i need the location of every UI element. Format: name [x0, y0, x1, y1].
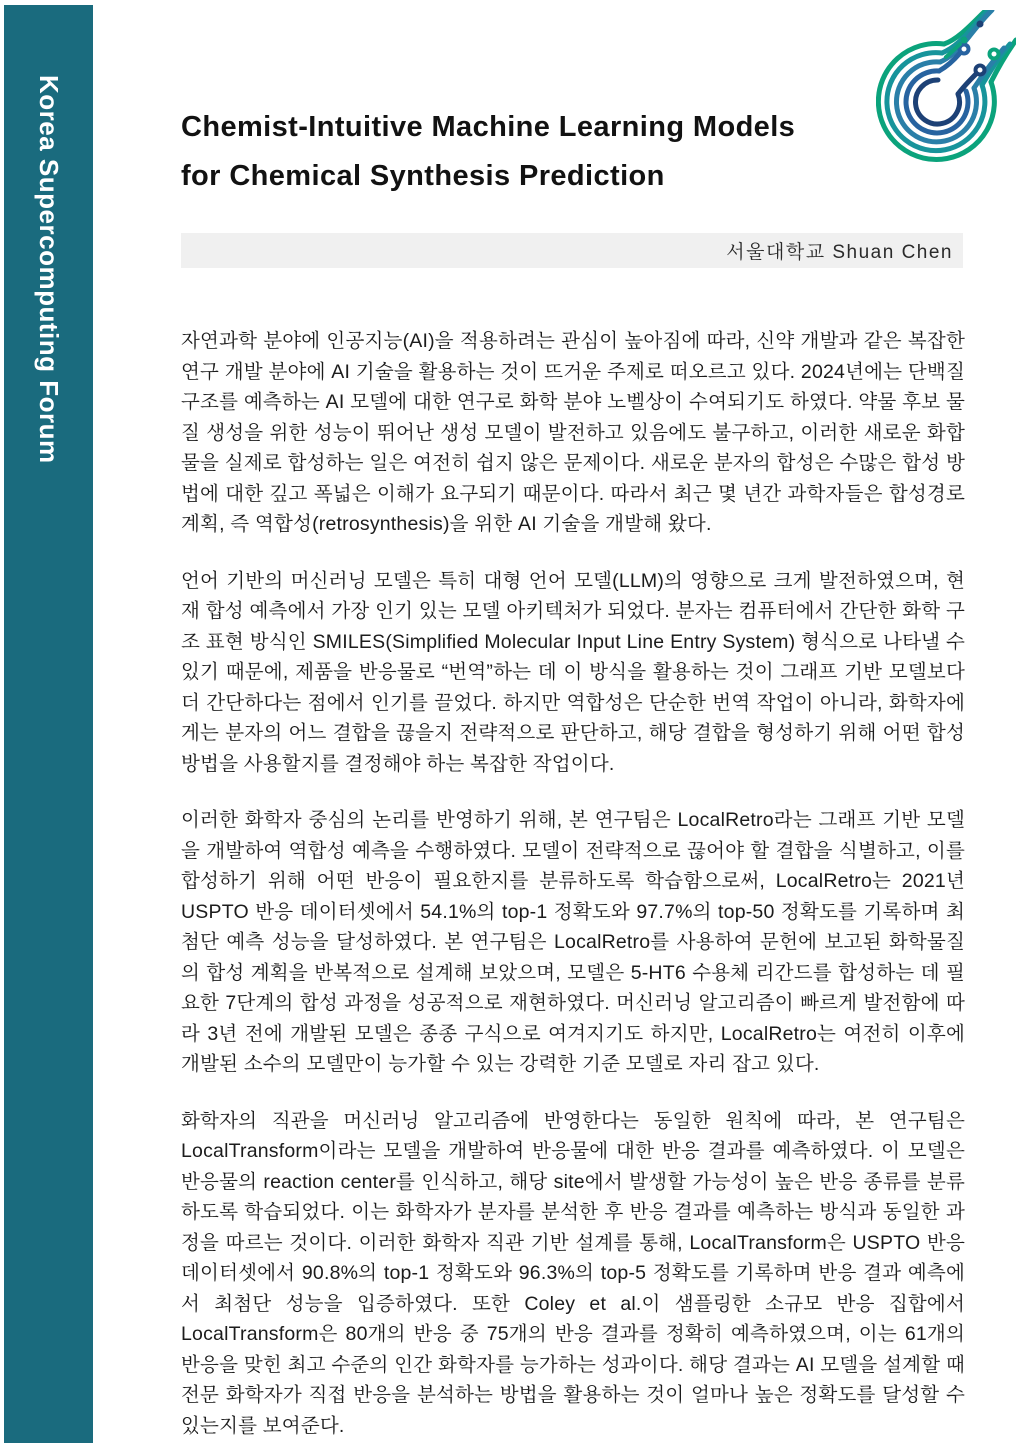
page-title — [181, 103, 881, 201]
paragraph-language-models: 언어 기반의 머신러닝 모델은 특히 대형 언어 모델(LLM)의 영향으로 크게 발전하였으며, 현재 합성 예측에서 가장 인기 있는 모델 아키텍처가 되었다. 분자는 컴퓨터에서 간단한 화학 구조 표현 방식인 SMILES(Simplified Molecular Input Line Entry System) 형식으로 나타낼 수 있기 때문에, 제품을 반응물로 “번역”하는 데 이 방식을 활용하는 것이 그래프 기반 모델보다 더 간단하다는 점에서 인기를 끌었다. 하지만 역합성은 단순한 번역 작업이 아니라, 화학자에게는 분자의 어느 결합을 끊을지 전략적으로 판단하고, 해당 결합을 형성하기 위해 어떤 합성 방법을 사용할지를 결정해야 하는 복잡한 작업이다. — [181, 569, 965, 775]
author-bar — [181, 233, 963, 268]
side-banner — [4, 5, 93, 1443]
side-banner-text: Korea Supercomputing Forum — [34, 75, 64, 464]
paragraph-localretro: 이러한 화학자 중심의 논리를 반영하기 위해, 본 연구팀은 LocalRetro라는 그래프 기반 모델을 개발하여 역합성 예측을 수행하였다. 모델이 전략적으로 끊어야 할 결합을 식별하고, 이를 합성하기 위해 어떤 반응이 필요한지를 분류하도록 학습함으로써, LocalRetro는 2021년 USPTO 반응 데이터셋에서 54.1%의 top-1 정확도와 97.7%의 top-50 정확도를 기록하며 최첨단 예측 성능을 달성하였다. 본 연구팀은 LocalRetro를 사용하여 문헌에 보고된 화학물질의 합성 계획을 반복적으로 설계해 보았으며, 모델은 5-HT6 수용체 리간드를 합성하는 데 필요한 7단계의 합성 과정을 성공적으로 재현하였다. 머신러닝 알고리즘이 빠르게 발전함에 따라 3년 전에 개발된 모델은 종종 구식으로 여겨지기도 하지만, LocalRetro는 여전히 이후에 개발된 소수의 모델만이 능가할 수 있는 강력한 기준 모델로 자리 잡고 있다. — [181, 809, 965, 1075]
paragraph-intro: 자연과학 분야에 인공지능(AI)을 적용하려는 관심이 높아짐에 따라, 신약 개발과 같은 복잡한 연구 개발 분야에 AI 기술을 활용하는 것이 뜨거운 주제로 떠오르고 있다. 2024년에는 단백질 구조를 예측하는 AI 모델에 대한 연구로 화학 분야 노벨상이 수여되기도 하였다. 약물 후보 물질 생성을 위한 성능이 뛰어난 생성 모델이 발전하고 있음에도 불구하고, 이러한 새로운 화합물을 실제로 합성하는 일은 여전히 쉽지 않은 문제이다. 새로운 분자의 합성은 수많은 합성 방법에 대한 깊고 폭넓은 이해가 요구되기 때문이다. 따라서 최근 몇 년간 과학자들은 합성경로 계획, 즉 역합성(retrosynthesis)을 위한 AI 기술을 개발해 왔다. — [181, 330, 965, 535]
circuit-swirl-logo-icon — [876, 10, 1016, 168]
article-body — [181, 326, 965, 1441]
page-title-line1: Chemist-Intuitive Machine Learning Models — [181, 111, 796, 144]
page-title-line2: for Chemical Synthesis Prediction — [181, 160, 665, 193]
paragraph-localtransform: 화학자의 직관을 머신러닝 알고리즘에 반영한다는 동일한 원칙에 따라, 본 연구팀은 LocalTransform이라는 모델을 개발하여 반응물에 대한 반응 결과를 예측하였다. 이 모델은 반응물의 reaction center를 인식하고, 해당 site에서 발생할 가능성이 높은 반응 종류를 분류하도록 학습되었다. 이는 화학자가 분자를 분석한 후 반응 결과를 예측하는 방식과 동일한 과정을 따르는 것이다. 이러한 화학자 직관 기반 설계를 통해, LocalTransform은 USPTO 반응 데이터셋에서 90.8%의 top-1 정확도와 96.3%의 top-5 정확도를 기록하며 반응 결과 예측에서 최첨단 성능을 입증하였다. 또한 Coley et al.이 샘플링한 소규모 반응 집합에서 LocalTransform은 80개의 반응 중 75개의 반응 결과를 정확히 예측하였으며, 이는 61개의 반응을 맞힌 최고 수준의 인간 화학자를 능가하는 성과이다. 해당 결과는 AI 모델을 설계할 때 전문 화학자가 직접 반응을 분석하는 방법을 활용하는 것이 얼마나 높은 정확도를 달성할 수 있는지를 보여준다. — [181, 1109, 965, 1437]
author-name: 서울대학교 Shuan Chen — [726, 242, 953, 263]
